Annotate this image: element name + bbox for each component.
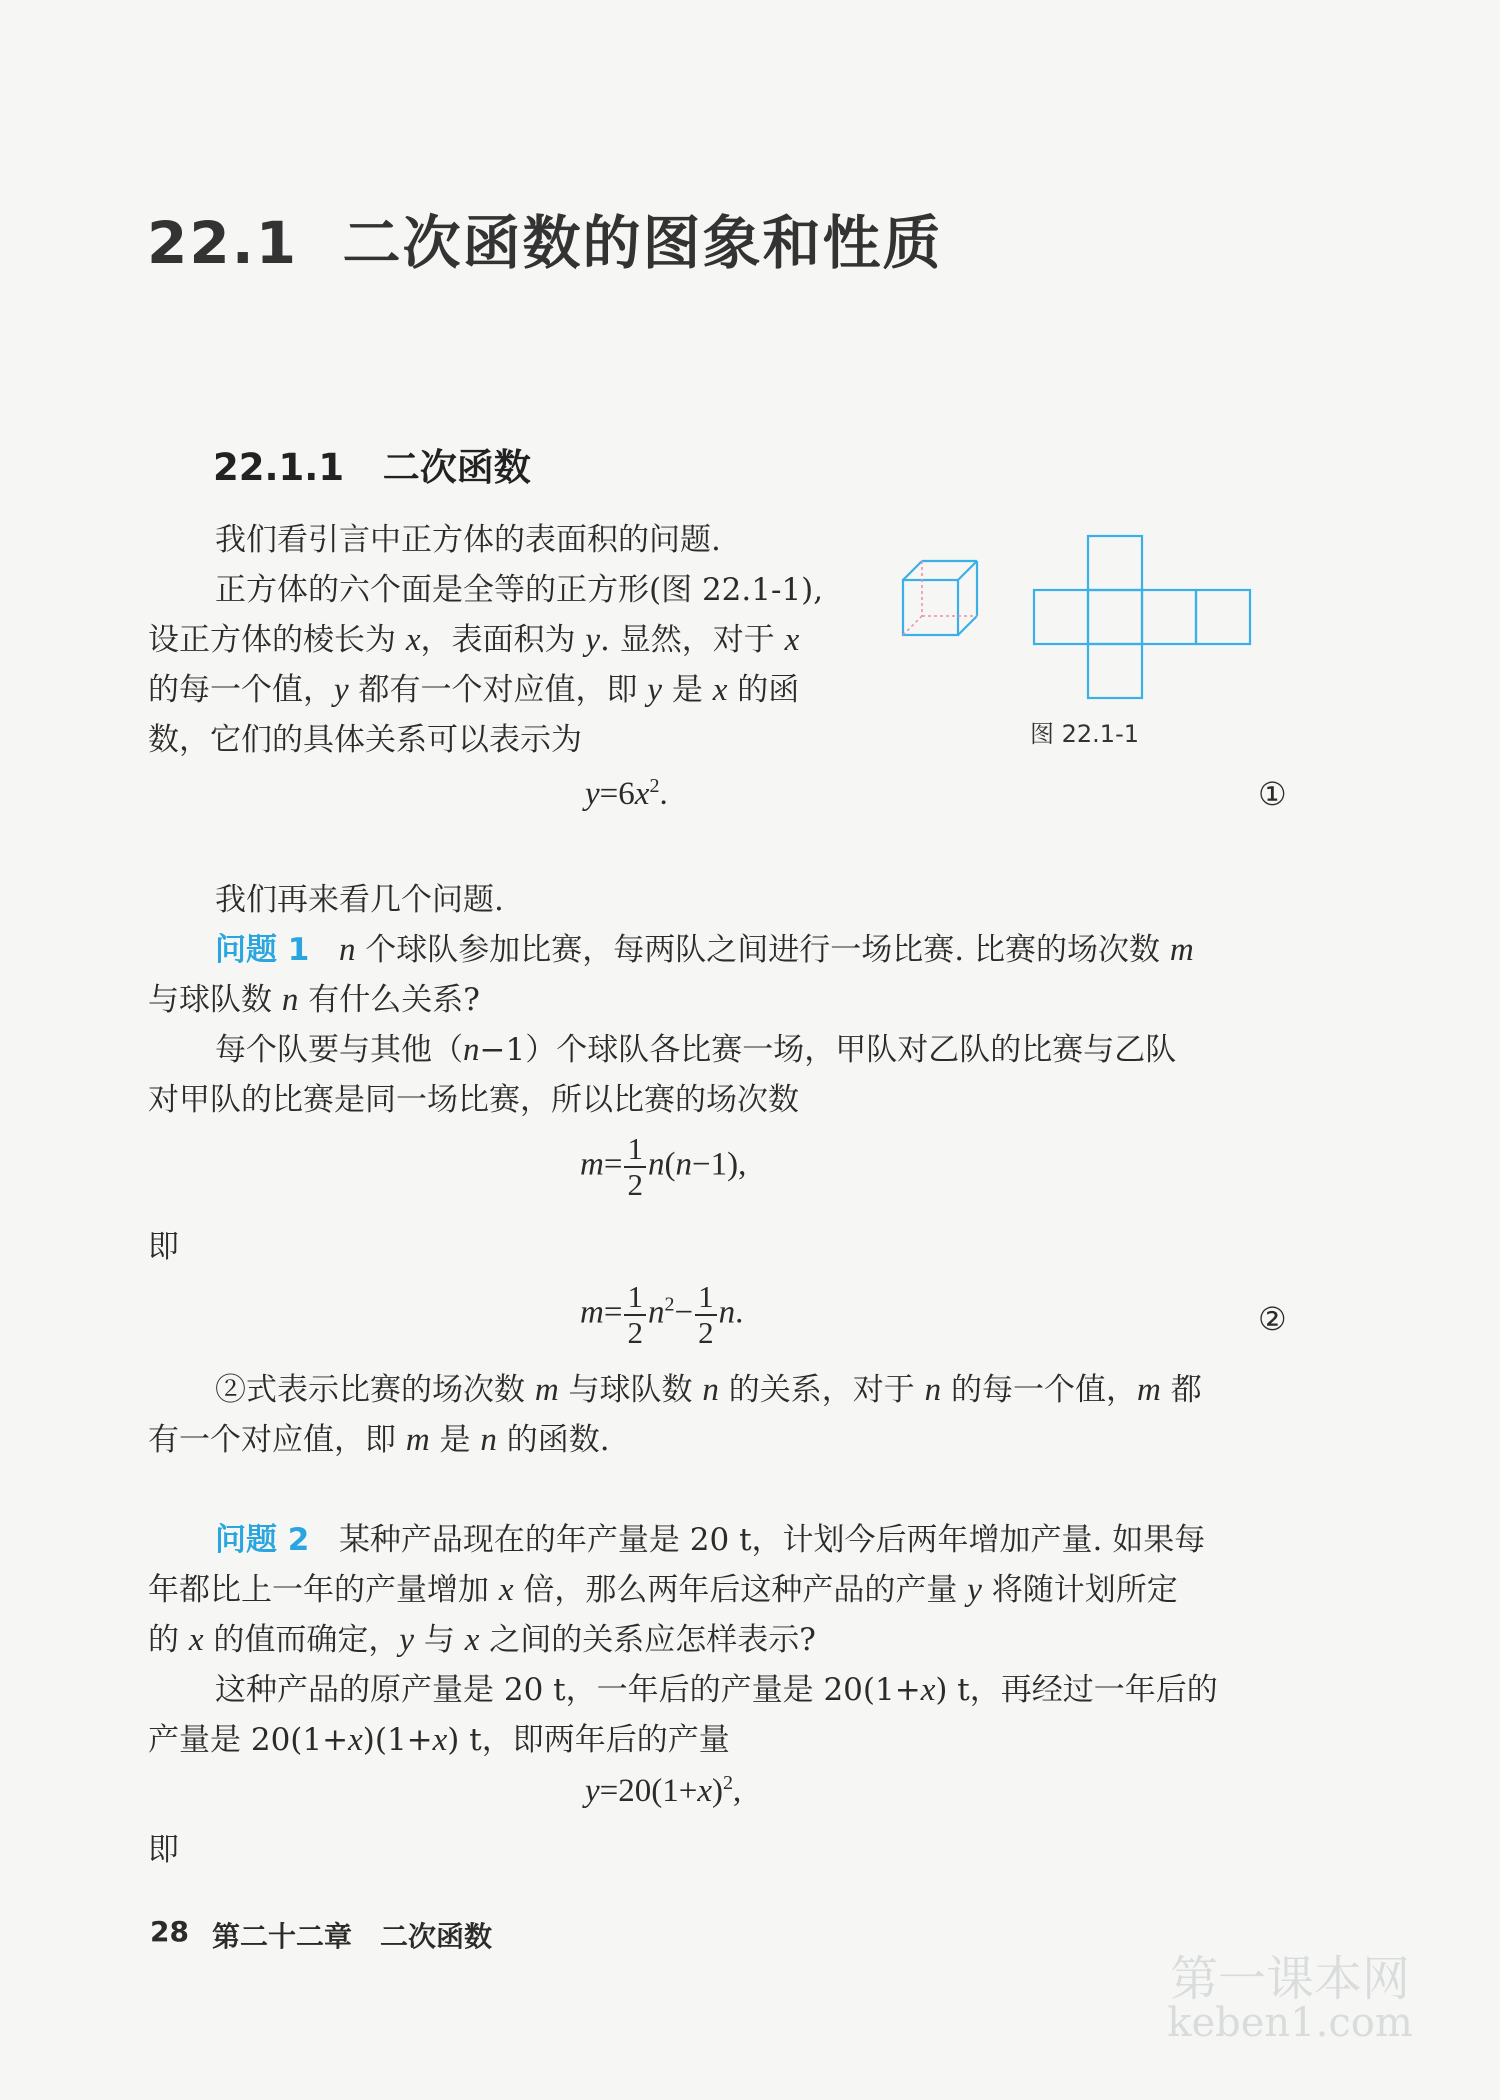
equation-2-marker: ②	[1258, 1300, 1287, 1338]
figure-caption: 图 22.1-1	[1030, 720, 1139, 748]
subsection-heading	[213, 437, 531, 491]
cube-drawing	[903, 561, 977, 635]
problem-1-label: 问题 1	[215, 932, 310, 968]
subsection-title: 二次函数	[382, 446, 531, 489]
paragraph-explain2-line1: ②式表示比赛的场次数 m 与球队数 n 的关系，对于 n 的每一个值，m 都	[215, 1372, 1202, 1408]
paragraph-explain2-line2: 有一个对应值，即 m 是 n 的函数.	[148, 1422, 610, 1458]
equation-3: $y=20(1+x)^2$,	[585, 1772, 742, 1809]
subsection-number: 22.1.1	[213, 446, 345, 489]
problem-2-label: 问题 2	[215, 1522, 310, 1558]
text-ji-2: 即	[148, 1832, 179, 1868]
page-number: 28	[150, 1915, 189, 1948]
fraction-half: $\frac{1}{2}$	[624, 1132, 646, 1202]
fraction-half: $\frac{1}{2}$	[695, 1280, 717, 1350]
problem-2-line1: 问题 2 某种产品现在的年产量是 20 t，计划今后两年增加产量. 如果每	[215, 1522, 1206, 1558]
fraction-half: $\frac{1}{2}$	[624, 1280, 646, 1350]
paragraph-solution1-line2: 对甲队的比赛是同一场比赛，所以比赛的场次数	[148, 1082, 799, 1118]
chapter-footer: 第二十二章 二次函数	[212, 1920, 493, 1953]
problem-1-line1: 问题 1 n 个球队参加比赛，每两队之间进行一场比赛. 比赛的场次数 m	[215, 932, 1194, 968]
problem-2-line2: 年都比上一年的产量增加 x 倍，那么两年后这种产品的产量 y 将随计划所定	[148, 1572, 1178, 1608]
equation-1-marker: ①	[1258, 775, 1287, 813]
paragraph-cube-line3: 的每一个值，y 都有一个对应值，即 y 是 x 的函	[148, 672, 800, 708]
paragraph-cube-line2: 设正方体的棱长为 x，表面积为 y. 显然，对于 x	[148, 622, 800, 658]
equation-2: m= $\frac{1}{2}$ $n^2-$ $\frac{1}{2}$ n.	[580, 1279, 744, 1350]
paragraph-cube-line1: 正方体的六个面是全等的正方形(图 22.1-1),	[215, 572, 824, 608]
paragraph-solution1-line1: 每个队要与其他（n−1）个球队各比赛一场，甲队对乙队的比赛与乙队	[215, 1032, 1177, 1068]
section-title: 二次函数的图象和性质	[342, 209, 943, 277]
paragraph-intro: 我们看引言中正方体的表面积的问题.	[215, 522, 721, 558]
paragraph-more-problems: 我们再来看几个问题.	[215, 882, 504, 918]
watermark-line2: keben1.com	[1167, 2000, 1413, 2046]
equation-m-product: m= $\frac{1}{2}$ n(n−1),	[580, 1131, 747, 1202]
problem-2-line3: 的 x 的值而确定，y 与 x 之间的关系应怎样表示?	[148, 1622, 816, 1658]
figure-cube-net	[895, 530, 1295, 745]
paragraph-cube-line4: 数，它们的具体关系可以表示为	[148, 722, 582, 758]
problem-1-line2: 与球队数 n 有什么关系?	[148, 982, 480, 1018]
cube-net-drawing	[1034, 536, 1250, 698]
paragraph-solution2-line1: 这种产品的原产量是 20 t，一年后的产量是 20(1+x) t，再经过一年后的	[215, 1672, 1218, 1708]
equation-1: $y=6x^2$.	[585, 775, 668, 812]
watermark-line1: 第一课本网	[1169, 1951, 1410, 2007]
text-ji-1: 即	[148, 1229, 179, 1265]
section-number: 22.1	[147, 209, 299, 277]
paragraph-solution2-line2: 产量是 20(1+x)(1+x) t，即两年后的产量	[148, 1722, 730, 1758]
section-heading	[147, 196, 943, 280]
